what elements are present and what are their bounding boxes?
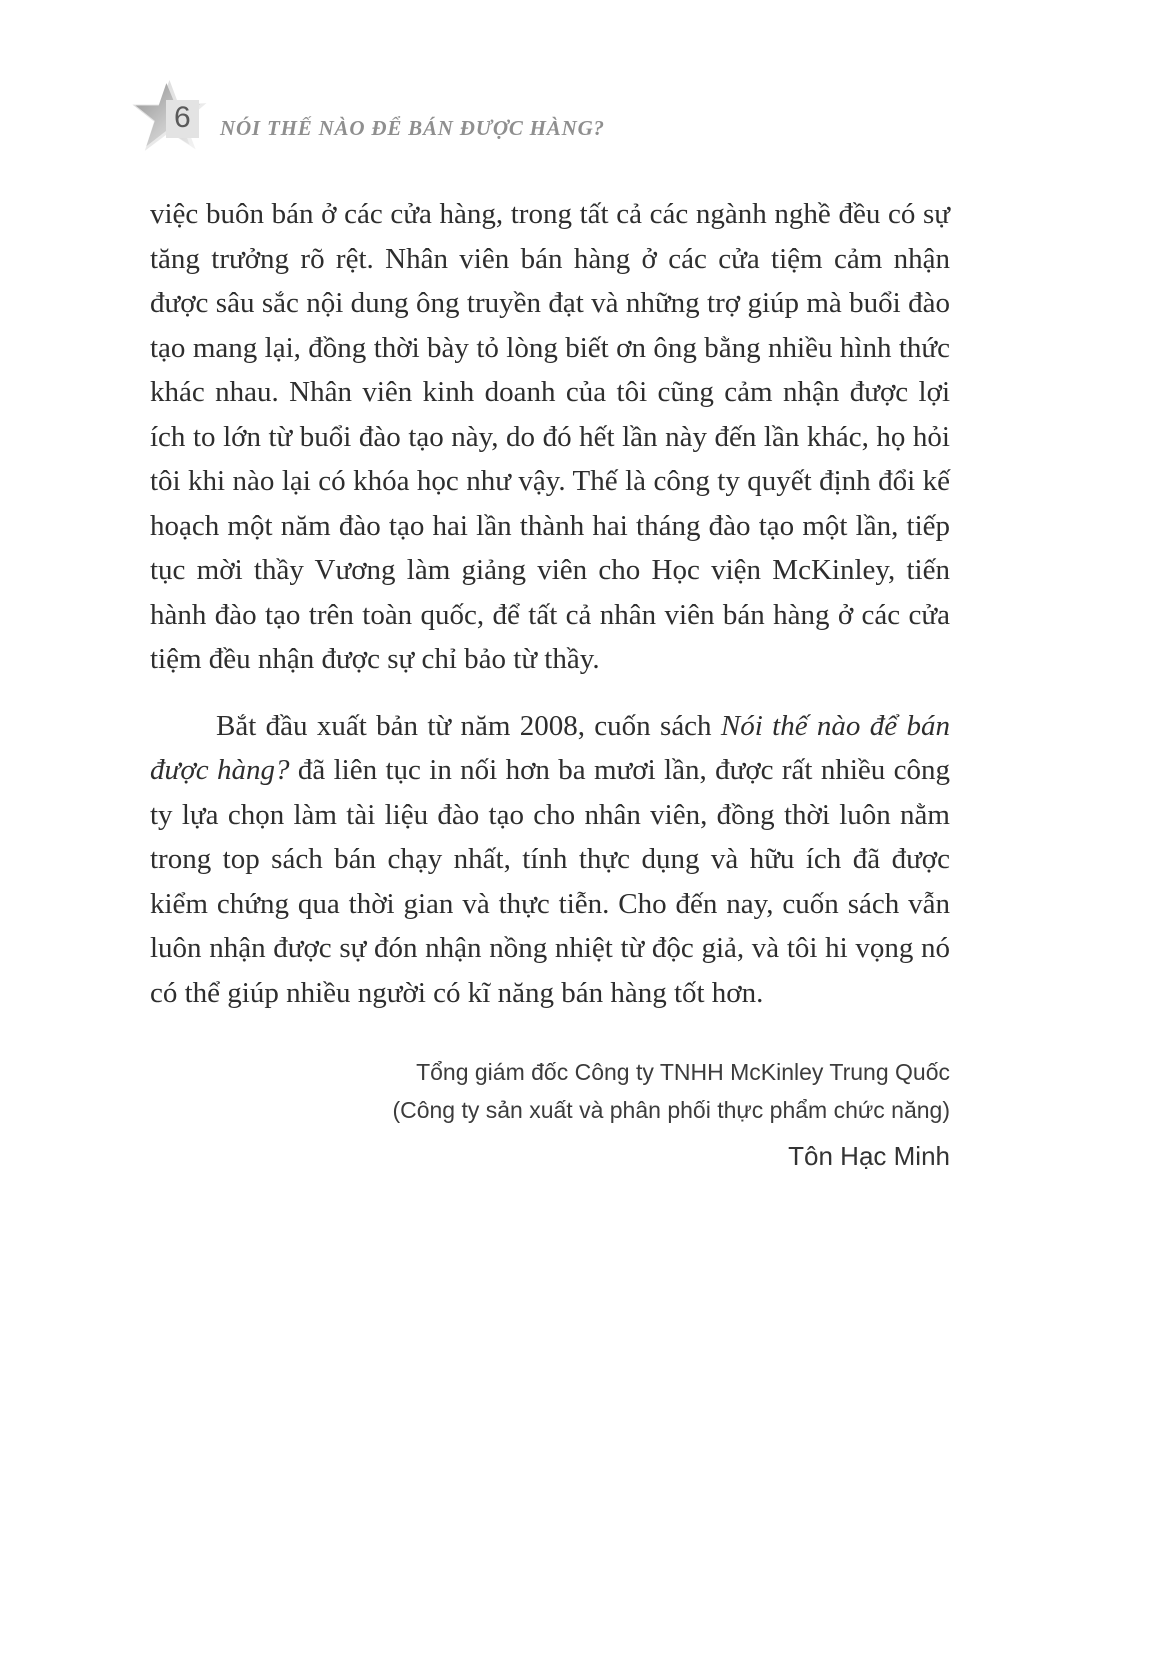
star-icon	[132, 80, 210, 154]
attribution-role: Tổng giám đốc Công ty TNHH McKinley Trung Quốc	[416, 1059, 950, 1085]
attribution-block	[150, 1053, 950, 1175]
body-text	[150, 192, 950, 1175]
attribution-company: (Công ty sản xuất và phân phối thực phẩm chức năng)	[392, 1097, 950, 1123]
page-header	[132, 80, 605, 154]
paragraph-2-tail: đã liên tục in nối hơn ba mươi lần, được rất nhiều công ty lựa chọn làm tài liệu đào tạo cho nhân viên, đồng thời luôn nằm trong top sách bán chạy nhất, tính thực dụng và hữu ích đã được kiểm chứng qua thời gian và thực tiễn. Cho đến nay, cuốn sách vẫn luôn nhận được sự đón nhận nồng nhiệt từ độc giả, và tôi hi vọng nó có thể giúp nhiều người có kĩ năng bán hàng tốt hơn.	[150, 754, 950, 1009]
book-title-italic: Nói thế nào để bán được hàng?	[150, 709, 950, 786]
attribution-name: Tôn Hạc Minh	[788, 1141, 950, 1171]
running-title: NÓI THẾ NÀO ĐỂ BÁN ĐƯỢC HÀNG?	[220, 115, 605, 140]
page-number: 6	[166, 100, 199, 138]
paragraph-1: việc buôn bán ở các cửa hàng, trong tất cả các ngành nghề đều có sự tăng trưởng rõ rệt. Nhân viên bán hàng ở các cửa tiệm cảm nhận được sâu sắc nội dung ông truyền đạt và những trợ giúp mà buổi đào tạo mang lại, đồng thời bày tỏ lòng biết ơn ông bằng nhiều hình thức khác nhau. Nhân viên kinh doanh của tôi cũng cảm nhận được lợi ích to lớn từ buổi đào tạo này, do đó hết lần này đến lần khác, họ hỏi tôi khi nào lại có khóa học như vậy. Thế là công ty quyết định đổi kế hoạch một năm đào tạo hai lần thành hai tháng đào tạo một lần, tiếp tục mời thầy Vương làm giảng viên cho Học viện McKinley, tiến hành đào tạo trên toàn quốc, để tất cả nhân viên bán hàng ở các cửa tiệm đều nhận được sự chỉ bảo từ thầy.	[150, 198, 950, 675]
paragraph-2-lead: Bắt đầu xuất bản từ năm 2008, cuốn sách	[216, 709, 721, 742]
paragraph-2	[150, 704, 950, 1016]
